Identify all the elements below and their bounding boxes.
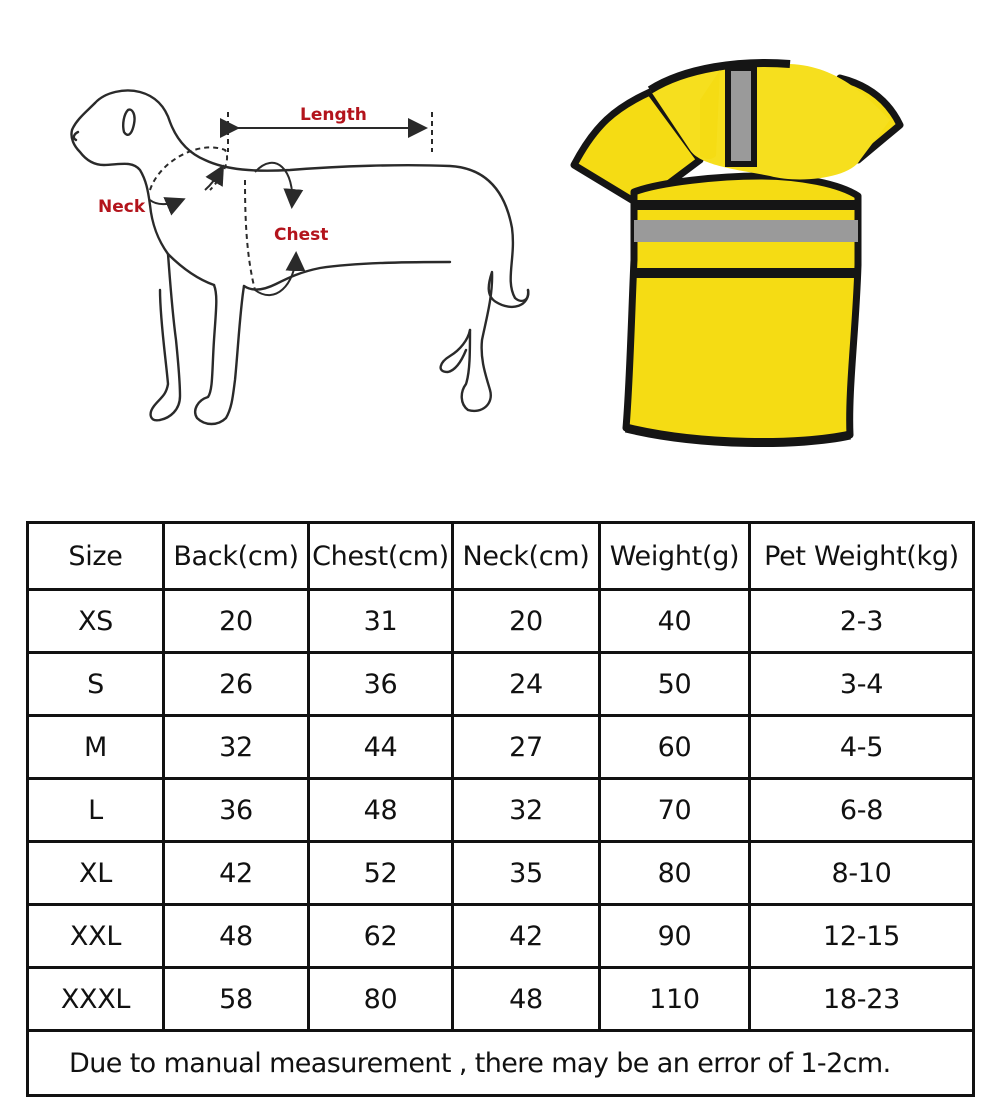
cell-neck: 42 — [453, 905, 600, 968]
cell-pet-weight: 2-3 — [750, 590, 974, 653]
cell-chest: 48 — [309, 779, 453, 842]
dog-outline-icon — [71, 90, 528, 424]
table-row — [28, 716, 974, 779]
cell-pet-weight: 3-4 — [750, 653, 974, 716]
cell-pet-weight: 6-8 — [750, 779, 974, 842]
cell-pet-weight: 4-5 — [750, 716, 974, 779]
table-row — [28, 842, 974, 905]
cell-size: XXXL — [28, 968, 164, 1031]
table-row — [28, 779, 974, 842]
cell-back: 36 — [164, 779, 309, 842]
cell-back: 20 — [164, 590, 309, 653]
table-header-row — [28, 523, 974, 590]
cell-neck: 27 — [453, 716, 600, 779]
cell-neck: 32 — [453, 779, 600, 842]
table-row — [28, 905, 974, 968]
cell-size: L — [28, 779, 164, 842]
cell-weight: 110 — [600, 968, 750, 1031]
cell-size: XXL — [28, 905, 164, 968]
cell-chest: 80 — [309, 968, 453, 1031]
cell-back: 48 — [164, 905, 309, 968]
product-illustration — [0, 0, 1000, 500]
header-back: Back(cm) — [164, 523, 309, 590]
cell-back: 32 — [164, 716, 309, 779]
cell-chest: 31 — [309, 590, 453, 653]
cell-chest: 36 — [309, 653, 453, 716]
measurement-note: Due to manual measurement , there may be an error of 1-2cm. — [28, 1031, 974, 1096]
cell-size: S — [28, 653, 164, 716]
cell-weight: 50 — [600, 653, 750, 716]
cell-back: 58 — [164, 968, 309, 1031]
cell-weight: 80 — [600, 842, 750, 905]
measurement-guides — [150, 112, 432, 295]
cell-pet-weight: 12-15 — [750, 905, 974, 968]
table-row — [28, 590, 974, 653]
cell-size: XS — [28, 590, 164, 653]
header-pet-weight: Pet Weight(kg) — [750, 523, 974, 590]
header-neck: Neck(cm) — [453, 523, 600, 590]
table-row — [28, 653, 974, 716]
length-label: Length — [300, 105, 367, 125]
table-note-row — [28, 1031, 974, 1096]
raincoat-image — [574, 63, 900, 443]
cell-neck: 48 — [453, 968, 600, 1031]
chest-label: Chest — [274, 225, 329, 245]
cell-size: M — [28, 716, 164, 779]
header-weight: Weight(g) — [600, 523, 750, 590]
cell-chest: 62 — [309, 905, 453, 968]
cell-weight: 90 — [600, 905, 750, 968]
cell-neck: 20 — [453, 590, 600, 653]
neck-label: Neck — [98, 197, 146, 217]
cell-back: 26 — [164, 653, 309, 716]
cell-back: 42 — [164, 842, 309, 905]
cell-neck: 24 — [453, 653, 600, 716]
header-chest: Chest(cm) — [309, 523, 453, 590]
cell-neck: 35 — [453, 842, 600, 905]
cell-weight: 60 — [600, 716, 750, 779]
cell-weight: 40 — [600, 590, 750, 653]
cell-pet-weight: 8-10 — [750, 842, 974, 905]
cell-size: XL — [28, 842, 164, 905]
cell-chest: 44 — [309, 716, 453, 779]
cell-pet-weight: 18-23 — [750, 968, 974, 1031]
size-chart-table — [26, 521, 975, 1097]
header-size: Size — [28, 523, 164, 590]
cell-chest: 52 — [309, 842, 453, 905]
cell-weight: 70 — [600, 779, 750, 842]
table-row — [28, 968, 974, 1031]
